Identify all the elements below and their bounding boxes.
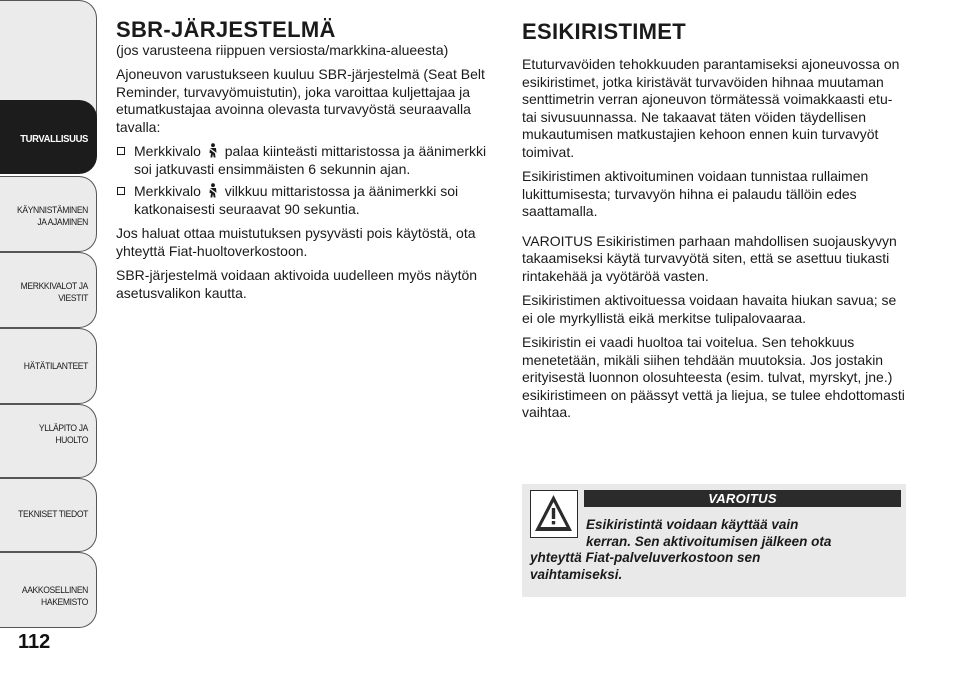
page-number: 112 [18,631,51,653]
bullet-list [116,143,500,218]
tab-kaynnistaminen-ja-ajaminen[interactable] [0,176,97,252]
paragraph: Esikiristimen aktivoituminen voidaan tunnistaa rullaimen lukittumisesta; turvavyön hihna ei palaudu tällöin edes saattamalla. [522,168,869,219]
section-title: SBR-JÄRJESTELMÄ [116,17,336,42]
section-title: ESIKIRISTIMET [522,19,687,44]
warning-line: kerran. Sen aktivoitumisen jälkeen ota [586,533,832,549]
checkbox-bullet-icon [117,187,125,195]
tab-turvallisuus[interactable] [0,100,97,174]
list-item [116,143,500,178]
paragraph: Ajoneuvon varustukseen kuuluu SBR-järjestelmä (Seat Belt Reminder, turvavyömuistutin), joka varoittaa kuljettajaa ja etumatkustajaa avoinna olevasta turvavyöstä seuraavalla tavalla: [116,66,485,135]
tab-yllapito-ja-huolto[interactable] [0,404,97,478]
tab-aakkosellinen-hakemisto[interactable] [0,552,97,628]
paragraph: Jos haluat ottaa muistutuksen pysyvästi pois käytöstä, ota yhteyttä Fiat-huoltoverkostoon. [116,225,476,259]
paragraph: SBR-järjestelmä voidaan aktivoida uudelleen myös näytön asetusvalikon kautta. [116,267,478,301]
tab-label: TURVALLISUUS [20,133,88,145]
sbr-section [116,18,500,309]
paragraph: VAROITUS Esikiristimen parhaan mahdollisen suojauskyvyn takaamiseksi käytä turvavyötä siten, että se asettuu tiukasti rintakehää ja vyötäröä vasten. [522,232,897,284]
warning-header: VAROITUS [584,490,901,507]
warning-text [530,517,900,583]
bullet-pre: Merkkivalo [134,143,201,159]
esikiristimet-section [522,18,910,429]
paragraph: Esikiristimen aktivoituessa voidaan havaita hiukan savua; se ei ole myrkyllistä eikä merkitse tulipalovaaraa. [522,292,897,326]
warning-line: yhteyttä Fiat-palveluverkostoon sen [530,550,761,565]
tab-hatatilanteet[interactable] [0,328,97,404]
tab-label: YLLÄPITO JA HUOLTO [38,423,88,446]
tab-label: MERKKIVALOT JA VIESTIT [20,281,88,304]
seatbelt-warning-icon [207,143,219,158]
tab-label: HÄTÄTILANTEET [23,361,88,372]
bullet-post: palaa kiinteästi mittaristossa ja äänimerkki soi jatkuvasti ensimmäisten 6 sekunnin ajan. [134,143,487,177]
tab-label: TEKNISET TIEDOT [18,509,88,520]
warning-line: vaihtamiseksi. [530,566,623,582]
section-subtitle: (jos varusteena riippuen versiosta/markkina-alueesta) [116,42,449,58]
chapter-sidebar [0,0,100,678]
seatbelt-warning-icon [207,183,219,198]
tab-label: AAKKOSELLINEN HAKEMISTO [21,585,89,608]
checkbox-bullet-icon [117,147,125,155]
warning-line: Esikiristintä voidaan käyttää vain [586,517,799,532]
tab-merkkivalot-ja-viestit[interactable] [0,252,97,328]
tab-label: KÄYNNISTÄMINEN JA AJAMINEN [17,205,88,228]
bullet-pre: Merkkivalo [134,183,201,199]
list-item [116,183,500,218]
bullet-post: vilkkuu mittaristossa ja äänimerkki soi katkonaisesti seuraavat 90 sekuntia. [134,183,459,217]
tab-tekniset-tiedot[interactable] [0,478,97,552]
warning-box [522,484,906,597]
paragraph: Etuturvavöiden tehokkuuden parantamiseksi ajoneuvossa on esikiristimet, jotka kiristävät turvavöiden hihnaa muutaman senttimetrin verran ajoneuvon törmätessä voimakkaasti etu- tai sivusuunnassa. Ne takaavat täten vöiden täydellisen mukautumisen matkustajien kehoon ennen kuin turvavyöt toimivat. [522,56,900,160]
paragraph: Esikiristin ei vaadi huoltoa tai voitelua. Sen tehokkuus menetetään, mikäli siihen tehdään muutoksia. Jos jostakin erityisestä luonnon olosuhteesta (esim. tulvat, myrskyt, jne.) esikiristimeen on päässyt vettä ja liejua, se tulee ehdottomasti vaihtaa. [522,334,905,420]
